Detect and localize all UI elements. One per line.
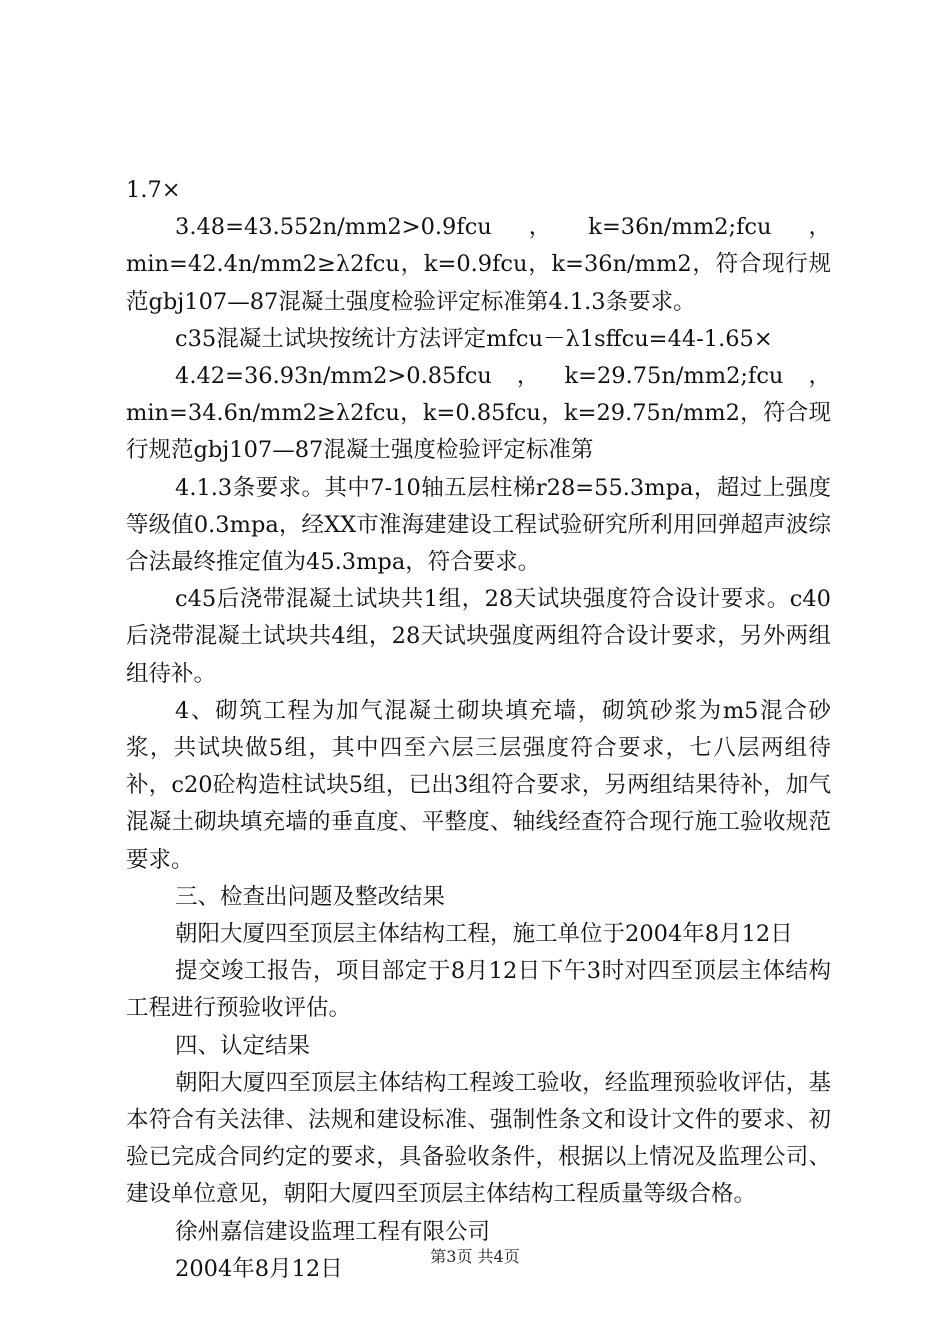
section-heading-4: 四、认定结果 <box>175 1032 311 1059</box>
paragraph-4: 4.42=36.93n/mm2>0.85fcu，k=29.75n/mm2;fcu，min=34.6n/mm2≥λ2fcu，k=0.85fcu，k=29.75n/mm2，符合现行规范gbj107—87混凝土强度检验评定标准第 <box>126 363 831 464</box>
paragraph-6: c45后浇带混凝土试块共1组，28天试块强度符合设计要求。c40后浇带混凝土试块共4组，28天试块强度两组符合设计要求，另外两组组待补。 <box>126 586 831 687</box>
signature-company: 徐州嘉信建设监理工程有限公司 <box>175 1218 491 1245</box>
paragraph-3: c35混凝土试块按统计方法评定mfcu－λ1sffcu=44-1.65× <box>175 325 773 352</box>
document-body <box>126 172 831 1288</box>
paragraph-1: 1.7× <box>126 177 181 203</box>
paragraph-7: 4、砌筑工程为加气混凝土砌块填充墙，砌筑砂浆为m5混合砂浆，共试块做5组，其中四至六层三层强度符合要求，七八层两组待补，c20砼构造柱试块5组，已出3组符合要求，另两组结果待补，加气混凝土砌块填充墙的垂直度、平整度、轴线经查符合现行施工验收规范要求。 <box>126 697 831 873</box>
paragraph-5: 4.1.3条要求。其中7-10轴五层柱梯r28=55.3mpa，超过上强度等级值0.3mpa，经XX市淮海建建设工程试验研究所利用回弹超声波综合法最终推定值为45.3mpa，符合要求。 <box>126 474 831 576</box>
signature-date: 2004年8月12日 <box>175 1255 343 1282</box>
section-heading-3: 三、检查出问题及整改结果 <box>175 883 446 910</box>
page-footer <box>0 1244 950 1267</box>
paragraph-10: 提交竣工报告，项目部定于8月12日下午3时对四至顶层主体结构工程进行预验收评估。 <box>126 958 831 1022</box>
page-number-label: 第3页 共4页 <box>430 1247 520 1266</box>
paragraph-2: 3.48=43.552n/mm2>0.9fcu，k=36n/mm2;fcu，min=42.4n/mm2≥λ2fcu，k=0.9fcu，k=36n/mm2，符合现行规范gbj107—87混凝土强度检验评定标准第4.1.3条要求。 <box>126 214 831 315</box>
paragraph-9: 朝阳大厦四至顶层主体结构工程，施工单位于2004年8月12日 <box>175 921 793 948</box>
paragraph-12: 朝阳大厦四至顶层主体结构工程竣工验收，经监理预验收评估，基本符合有关法律、法规和建设标准、强制性条文和设计文件的要求、初验已完成合同约定的要求，具备验收条件，根据以上情况及监理公司、建设单位意见，朝阳大厦四至顶层主体结构工程质量等级合格。 <box>126 1069 831 1208</box>
